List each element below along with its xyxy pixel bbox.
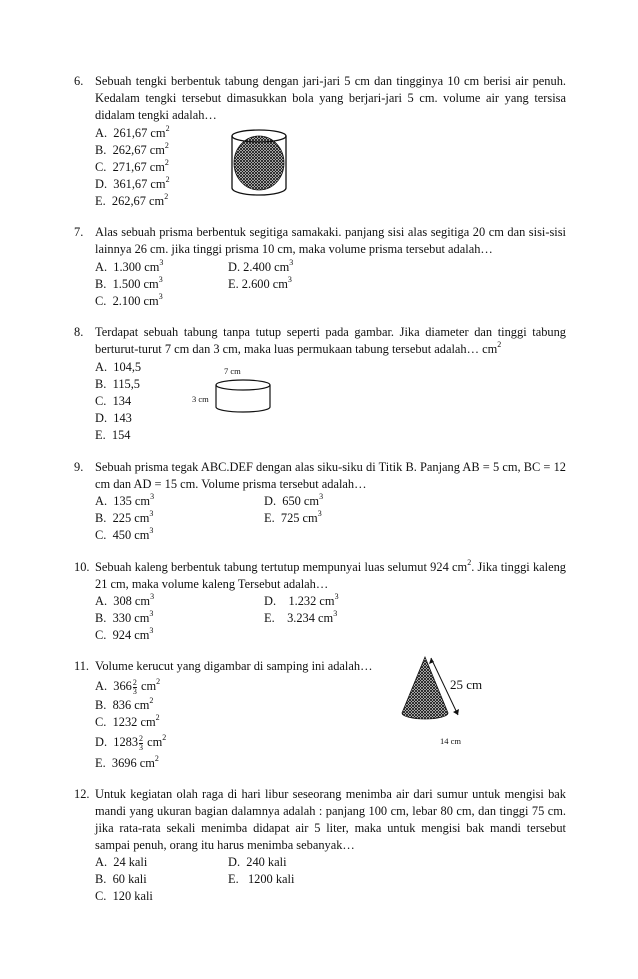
question-stem: Sebuah prisma tegak ABC.DEF dengan alas siku-siku di Titik B. Panjang AB = 5 cm, BC = 12 cm dan AD = 15 cm. Volume prisma tersebut adalah… [95, 460, 566, 491]
option-e[interactable]: E. 1200 kali [228, 872, 295, 886]
option-e[interactable]: E. 3.234 $cm^3$ [264, 608, 338, 625]
question-10 [74, 559, 566, 593]
option-b[interactable]: B. 225 $cm^3$ [95, 508, 154, 525]
option-b[interactable]: B. 115,5 [95, 377, 140, 391]
option-d[interactable]: D. 143 [95, 411, 132, 425]
option-a[interactable]: A. 308 $cm^3$ [95, 591, 155, 608]
option-b[interactable]: B. 1.500 $cm^3$ [95, 274, 163, 291]
option-a[interactable]: A. 261,67 $cm^2$ [95, 123, 170, 140]
diameter-label: 7 cm [224, 366, 241, 376]
option-d[interactable]: D. 361,67 $cm^2$ [95, 174, 170, 191]
option-e[interactable]: E. 154 [95, 428, 131, 442]
option-d[interactable]: D. 2.400 $cm^3$ [228, 257, 294, 274]
question-11 [74, 658, 394, 675]
question-12 [74, 786, 566, 854]
option-a[interactable]: A. 135 $cm^3$ [95, 491, 155, 508]
question-number: 6. [74, 74, 84, 88]
option-a[interactable]: A. 1.300 $cm^3$ [95, 257, 164, 274]
option-c[interactable]: C. 134 [95, 394, 132, 408]
question-stem: Untuk kegiatan olah raga di hari libur seseorang menimba air dari sumur untuk mengisi bak mandi yang ukuran bagian dalamnya adalah : panjang 100 cm, lebar 80 cm, dan tinggi 75 cm. jika rata-rata sekali menimba didapat air 5 liter, maka untuk mengisi bak mandi tersebut sampai penuh, orang itu harus menimba sebanyak… [95, 787, 566, 852]
option-c[interactable]: C. 2.100 $cm^3$ [95, 291, 163, 308]
question-stem: Alas sebuah prisma berbentuk segitiga samakaki. panjang sisi alas segitiga 20 cm dan sisi-sisi lainnya 26 cm. jika tinggi prisma 10 cm, maka volume prisma tersebut adalah… [95, 225, 566, 256]
option-b[interactable]: B. 262,67 $cm^2$ [95, 140, 169, 157]
option-a[interactable]: A. 24 kali [95, 855, 148, 869]
option-d[interactable]: D. 650 $cm^3$ [264, 491, 324, 508]
question-number: 12. [74, 787, 90, 801]
option-c[interactable]: C. 1232 $cm^2$ [95, 712, 160, 729]
question-6 [74, 73, 566, 124]
option-d[interactable]: D. 1.232 $cm^3$ [264, 591, 339, 608]
option-e[interactable]: E. 262,67 $cm^2$ [95, 191, 169, 208]
question-8 [74, 324, 566, 358]
base-diameter-label: 14 cm [440, 736, 462, 746]
option-e[interactable]: E. 725 $cm^3$ [264, 508, 322, 525]
height-label: 3 cm [192, 394, 209, 404]
option-d[interactable]: D. 240 kali [228, 855, 287, 869]
fraction: $\frac{2}{3}$ [139, 733, 144, 752]
option-e[interactable]: E. 3696 $cm^2$ [95, 753, 159, 770]
option-b[interactable]: B. 60 kali [95, 872, 147, 886]
question-stem: Volume kerucut yang digambar di samping ini adalah… [95, 659, 373, 673]
option-b[interactable]: B. 836 $cm^2$ [95, 695, 154, 712]
question-7 [74, 224, 566, 258]
option-d[interactable]: D. 1283 $\frac{2}{3}$ $cm^2$ [95, 732, 167, 752]
question-number: 9. [74, 460, 84, 474]
cylinder-with-ball-figure [226, 128, 292, 198]
option-a[interactable]: A. 104,5 [95, 360, 142, 374]
fraction: $\frac{2}{3}$ [132, 677, 137, 696]
slant-height-label: 25 cm [450, 677, 483, 692]
option-c[interactable]: C. 120 kali [95, 889, 153, 903]
question-stem: Sebuah kaleng berbentuk tabung tertutup mempunyai luas selumut 924 $cm^2$. Jika tinggi kaleng 21 cm, maka volume kaleng Tersebut adalah… [95, 557, 567, 591]
open-cylinder-figure [213, 377, 273, 417]
option-c[interactable]: C. 924 $cm^3$ [95, 625, 154, 642]
question-number: 8. [74, 325, 84, 339]
question-number: 7. [74, 225, 84, 239]
question-stem: Terdapat sebuah tabung tanpa tutup seperti pada gambar. Jika diameter dan tinggi tabung berturut-turut 7 cm dan 3 cm, maka luas permukaan tabung tersebut adalah… $cm^2$ [95, 325, 566, 356]
option-c[interactable]: C. 450 $cm^3$ [95, 525, 154, 542]
question-stem: Sebuah tengki berbentuk tabung dengan jari-jari 5 cm dan tingginya 10 cm berisi air penuh. Kedalam tengki tersebut dimasukkan bola yang berjari-jari 5 cm. volume air yang tersisa didalam tengki adalah… [95, 74, 566, 122]
question-number: 11. [74, 659, 90, 673]
question-number: 10. [74, 560, 90, 574]
option-b[interactable]: B. 330 $cm^3$ [95, 608, 154, 625]
question-9 [74, 459, 566, 493]
option-c[interactable]: C. 271,67 $cm^2$ [95, 157, 169, 174]
option-e[interactable]: E. 2.600 $cm^3$ [228, 274, 292, 291]
option-a[interactable]: A. 366 $\frac{2}{3}$ $cm^2$ [95, 676, 161, 696]
